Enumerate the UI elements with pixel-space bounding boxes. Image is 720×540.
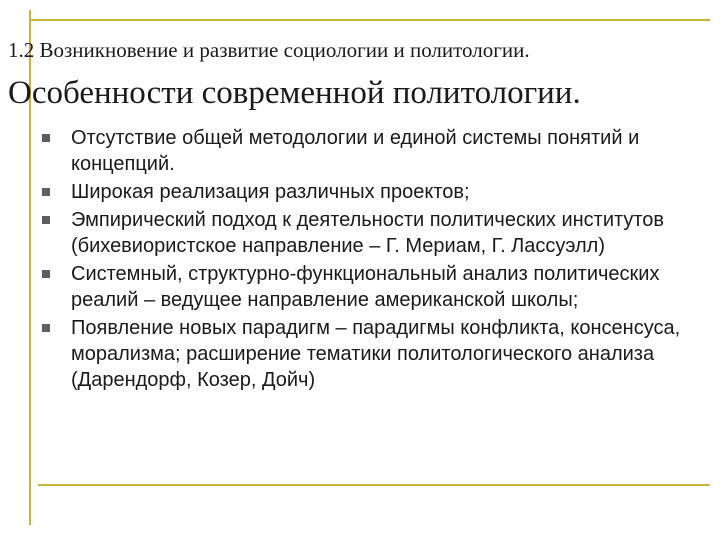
- bullet-text: Широкая реализация различных проектов;: [71, 181, 470, 203]
- square-bullet-icon: [42, 270, 50, 278]
- decorative-top-line: [29, 19, 710, 21]
- bullet-item: [38, 207, 708, 259]
- square-bullet-icon: [42, 216, 50, 224]
- bullet-text: Отсутствие общей методологии и единой системы понятий и концепций.: [71, 127, 640, 175]
- slide-title-line2: Особенности современной политологии.: [8, 75, 581, 111]
- bullet-item: [38, 315, 708, 393]
- bullet-text: Системный, структурно-функциональный анализ политических реалий – ведущее направление американской школы;: [71, 263, 660, 311]
- bullet-item: [38, 179, 708, 205]
- bullet-text: Эмпирический подход к деятельности политических институтов (бихевиористское направление – Г. Мериам, Г. Лассуэлл): [71, 209, 665, 257]
- bullet-list: [38, 125, 708, 395]
- decorative-bottom-line: [38, 484, 710, 486]
- square-bullet-icon: [42, 324, 50, 332]
- bullet-item: [38, 125, 708, 177]
- bullet-item: [38, 261, 708, 313]
- slide-title-line1: 1.2 Возникновение и развитие социологии и политологии.: [8, 38, 530, 62]
- bullet-text: Появление новых парадигм – парадигмы конфликта, консенсуса, морализма; расширение тематики политологического анализа (Дарендорф, Козер, Дойч): [71, 317, 681, 391]
- square-bullet-icon: [42, 188, 50, 196]
- square-bullet-icon: [42, 134, 50, 142]
